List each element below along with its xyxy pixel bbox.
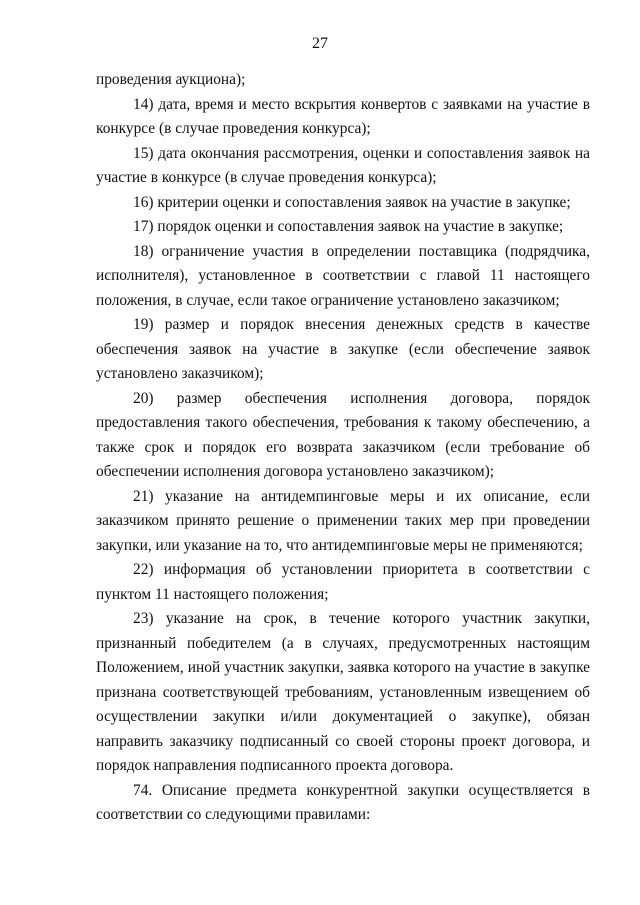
section-74-paragraph: 74. Описание предмета конкурентной закупки осуществляется в соответствии со следующими правилами:	[96, 781, 590, 823]
list-item-14: 14) дата, время и место вскрытия конвертов с заявками на участие в конкурсе (в случае проведения конкурса);	[96, 95, 590, 137]
paragraph-continuation: проведения аукциона);	[96, 71, 246, 88]
list-item-23: 23) указание на срок, в течение которого участник закупки, признанный победителем (а в случаях, предусмотренных настоящим Положением, иной участник закупки, заявка которого на участие в закупке признана соответствующей требованиям, установленным извещением об осуществлении закупки и/или документацией о закупке), обязан направить заказчику подписанный со своей стороны проект договора, и порядок направления подписанного проекта договора.	[96, 610, 590, 774]
document-body	[96, 68, 590, 828]
list-item-15: 15) дата окончания рассмотрения, оценки и сопоставления заявок на участие в конкурсе (в случае проведения конкурса);	[96, 144, 590, 186]
list-item-22: 22) информация об установлении приоритета в соответствии с пунктом 11 настоящего положения;	[96, 561, 590, 603]
list-item-19: 19) размер и порядок внесения денежных средств в качестве обеспечения заявок на участие в закупке (если обеспечение заявок установлено заказчиком);	[96, 316, 590, 382]
page-number: 27	[312, 35, 328, 52]
list-item-20: 20) размер обеспечения исполнения договора, порядок предоставления такого обеспечения, требования к такому обеспечению, а также срок и порядок его возврата заказчиком (если требование об обеспечении исполнения договора установлено заказчиком);	[96, 389, 590, 480]
list-item-18: 18) ограничение участия в определении поставщика (подрядчика, исполнителя), установленное в соответствии с главой 11 настоящего положения, в случае, если такое ограничение установлено заказчиком;	[96, 242, 590, 309]
list-item-16: 16) критерии оценки и сопоставления заявок на участие в закупке;	[133, 193, 571, 211]
list-item-21: 21) указание на антидемпинговые меры и их описание, если заказчиком принято решение о применении таких мер при проведении закупки, или указание на то, что антидемпинговые меры не применяются;	[96, 487, 590, 554]
list-item-17: 17) порядок оценки и сопоставления заявок на участие в закупке;	[133, 218, 564, 235]
